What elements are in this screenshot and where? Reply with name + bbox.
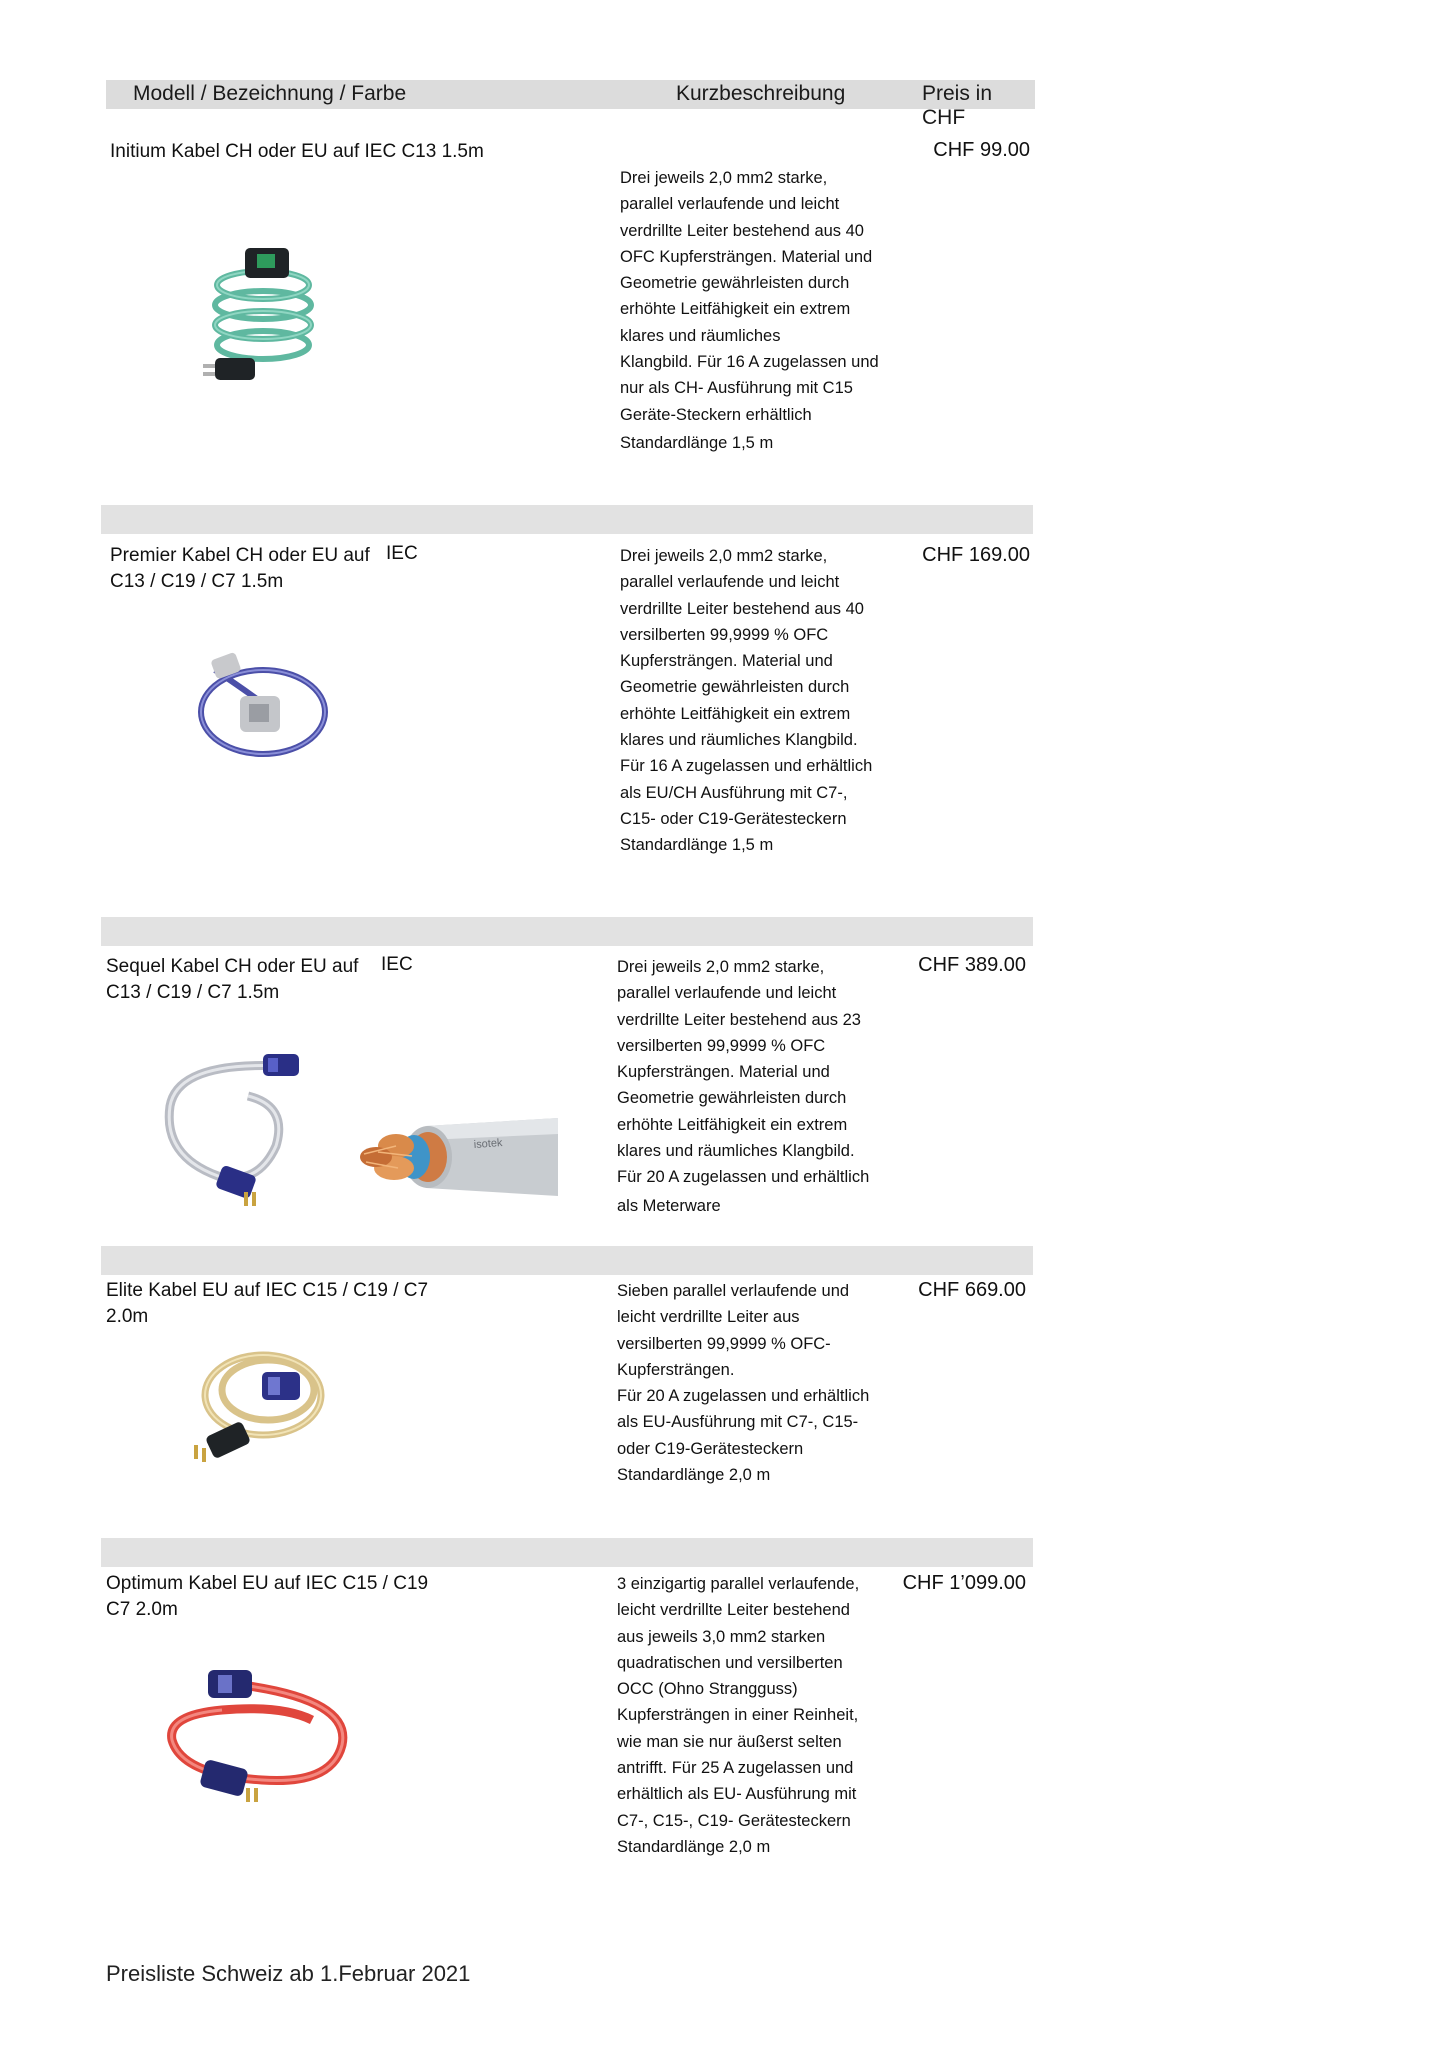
product-description: Sieben parallel verlaufende und leicht verdrillte Leiter aus versilberten 99,9999 % OFC- Kupfersträngen. Für 20 A zugelassen und erhältlich als EU-Ausführung mit C7-, C15- oder C19-Gerätesteckern Standardlänge 2,0 m xyxy=(617,1282,870,1485)
product-description: Drei jeweils 2,0 mm2 starke, parallel verlaufende und leicht verdrillte Leiter bestehend aus 23 versilberten 99,9999 % OFC Kupfersträngen. Material und Geometrie gewährleisten durch erhöhte Leitfähigkeit ein extrem klares und räumliches Klangbild. Für 20 A zugelassen und erhältlich als Meterware xyxy=(617,958,870,1215)
product-name-line2: C13 / C19 / C7 1.5m xyxy=(106,982,280,1003)
table-header xyxy=(106,80,1035,129)
product-price: CHF 669.00 xyxy=(918,1279,1026,1301)
row-separator xyxy=(101,505,1033,534)
product-name: Sequel Kabel CH oder EU auf xyxy=(106,956,359,977)
product-name: Elite Kabel EU auf IEC C15 / C19 / C7 xyxy=(106,1280,429,1301)
product-iec-label: IEC xyxy=(381,954,413,975)
header-description: Kurzbeschreibung xyxy=(676,82,846,105)
header-price: Preis in CHF xyxy=(922,82,993,129)
product-price: CHF 1’099.00 xyxy=(902,1572,1026,1594)
product-price: CHF 169.00 xyxy=(922,544,1030,566)
product-name: Premier Kabel CH oder EU auf xyxy=(110,545,370,566)
product-description: Drei jeweils 2,0 mm2 starke, parallel verlaufende und leicht verdrillte Leiter bestehend aus 40 OFC Kupfersträngen. Material und Geometrie gewährleisten durch erhöhte Leitfähigkeit ein extrem klares und räumliches Klangbild. Für 16 A zugelassen und nur als CH- Ausführung mit C15 Geräte-Steckern erhältlich Standardlänge 1,5 m xyxy=(620,169,879,452)
product-image-premier-cable xyxy=(185,650,330,765)
product-price: CHF 99.00 xyxy=(933,139,1030,161)
product-price: CHF 389.00 xyxy=(918,954,1026,976)
product-name-line2: C13 / C19 / C7 1.5m xyxy=(110,571,284,592)
header-model: Modell / Bezeichnung / Farbe xyxy=(133,82,407,105)
product-description: 3 einzigartig parallel verlaufende, leicht verdrillte Leiter bestehend aus jeweils 3,0 mm2 starken quadratischen und versilberten OCC (Ohno Strangguss) Kupfersträngen in einer Reinheit, wie man sie nur äußerst selten antrifft. Für 25 A zugelassen und erhältlich als EU- Ausführung mit C7-, C15-, C19- Gerätesteckern Standardlänge 2,0 m xyxy=(617,1575,860,1856)
product-name: Initium Kabel CH oder EU auf IEC C13 1.5m xyxy=(110,141,484,162)
cross-section-brand-label: isotek xyxy=(473,1137,503,1151)
product-image-initium-cable xyxy=(195,240,335,390)
product-name: Optimum Kabel EU auf IEC C15 / C19 xyxy=(106,1573,429,1594)
row-separator xyxy=(101,1538,1033,1567)
product-name-line2: C7 2.0m xyxy=(106,1599,178,1620)
product-description: Drei jeweils 2,0 mm2 starke, parallel verlaufende und leicht verdrillte Leiter bestehend aus 40 versilberten 99,9999 % OFC Kupfersträngen. Material und Geometrie gewährleisten durch erhöhte Leitfähigkeit ein extrem klares und räumliches Klangbild. Für 16 A zugelassen und erhältlich als EU/CH Ausführung mit C7-, C15- oder C19-Gerätesteckern Standardlänge 1,5 m xyxy=(620,547,873,855)
product-image-sequel-cross-section xyxy=(356,1116,558,1198)
product-iec-label: IEC xyxy=(386,543,418,564)
product-image-elite-cable xyxy=(188,1340,328,1465)
row-separator xyxy=(101,917,1033,946)
row-separator xyxy=(101,1246,1033,1275)
product-image-optimum-cable xyxy=(162,1660,358,1810)
page-footer: Preisliste Schweiz ab 1.Februar 2021 xyxy=(106,1961,471,1986)
product-name-line2: 2.0m xyxy=(106,1306,149,1327)
product-image-sequel-cable xyxy=(158,1046,308,1211)
